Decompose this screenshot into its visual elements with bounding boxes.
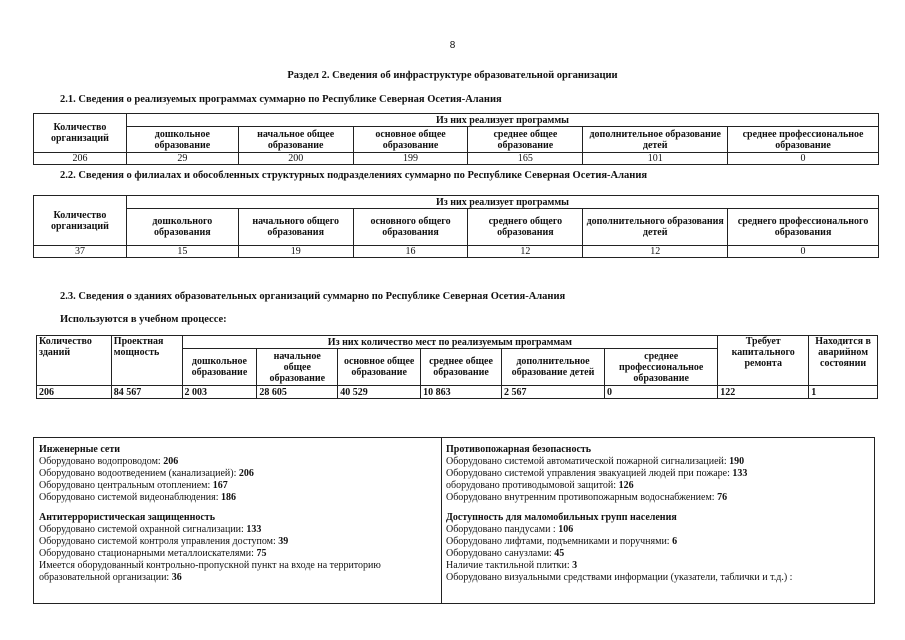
info-line: Оборудовано внутренним противопожарным водоснабжением: 76 bbox=[446, 492, 728, 503]
s23-header-capacity: Проектная мощность bbox=[111, 336, 182, 386]
s23-subtitle: Используются в учебном процессе: bbox=[60, 314, 227, 325]
s23-header-emergency: Находится в аварийном состоянии bbox=[809, 336, 878, 386]
s23-value: 0 bbox=[605, 386, 718, 399]
s23-value: 206 bbox=[37, 386, 112, 399]
s23-col-2: основное общее образование bbox=[338, 349, 421, 386]
s21-col-5: среднее профессиональное образование bbox=[728, 127, 879, 153]
s22-value: 12 bbox=[583, 246, 728, 258]
info-line: Оборудовано визуальными средствами информации (указатели, таблички и т.д.) : bbox=[446, 572, 793, 583]
s21-header-group: Из них реализует программы bbox=[126, 114, 878, 127]
s21-value: 165 bbox=[468, 153, 583, 165]
info-line: Оборудовано системой охранной сигнализации: 133 bbox=[39, 524, 262, 535]
s21-col-1: начальное общее образование bbox=[238, 127, 353, 153]
s22-col-2: основного общего образования bbox=[353, 209, 468, 246]
s23-col-4: дополнительное образование детей bbox=[501, 349, 604, 386]
s21-header-count: Количество организаций bbox=[34, 114, 127, 153]
info-line: Оборудовано водоотведением (канализацией): 206 bbox=[39, 468, 254, 479]
s22-header-group: Из них реализует программы bbox=[126, 196, 878, 209]
s22-value: 12 bbox=[468, 246, 583, 258]
s23-col-3: среднее общее образование bbox=[421, 349, 502, 386]
block-title: Инженерные сети bbox=[39, 444, 121, 455]
s21-value: 200 bbox=[238, 153, 353, 165]
info-line: Оборудовано системой видеонаблюдения: 186 bbox=[39, 492, 237, 503]
s22-value: 37 bbox=[34, 246, 127, 258]
s21-value: 199 bbox=[353, 153, 468, 165]
info-line: Имеется оборудованный контрольно-пропускной пункт на входе на территорию образовательной организации: 36 bbox=[39, 560, 381, 583]
info-line: Наличие тактильной плитки: 3 bbox=[446, 560, 578, 571]
s22-col-1: начального общего образования bbox=[238, 209, 353, 246]
s22-value: 15 bbox=[126, 246, 238, 258]
info-line: Оборудовано центральным отоплением: 167 bbox=[39, 480, 228, 491]
antiterror-block bbox=[39, 512, 439, 584]
info-line: Оборудовано водопроводом: 206 bbox=[39, 456, 179, 467]
info-line: Оборудовано стационарными металлоискателями: 75 bbox=[39, 548, 267, 559]
info-line: оборудовано противодымовой защитой: 126 bbox=[446, 480, 634, 491]
s23-col-5: среднее профессиональное образование bbox=[605, 349, 718, 386]
info-line: Оборудовано системой автоматической пожарной сигнализацией: 190 bbox=[446, 456, 745, 467]
info-line: Оборудовано лифтами, подъемниками и поручнями: 6 bbox=[446, 536, 678, 547]
s22-value: 19 bbox=[238, 246, 353, 258]
s23-header-repair: Требует капитального ремонта bbox=[718, 336, 809, 386]
info-left-column bbox=[39, 444, 439, 592]
s23-title: 2.3. Сведения о зданиях образовательных организаций суммарно по Республике Северная Осетия-Алания bbox=[60, 291, 566, 302]
accessibility-block bbox=[446, 512, 871, 584]
s23-header-group: Из них количество мест по реализуемым программам bbox=[182, 336, 718, 349]
s22-title: 2.2. Сведения о филиалах и обособленных структурных подразделениях суммарно по Республике Северная Осетия-Алания bbox=[60, 170, 648, 181]
s21-col-3: среднее общее образование bbox=[468, 127, 583, 153]
s23-value: 10 863 bbox=[421, 386, 502, 399]
s23-value: 28 605 bbox=[257, 386, 338, 399]
s23-header-buildings: Количество зданий bbox=[37, 336, 112, 386]
s23-value: 84 567 bbox=[111, 386, 182, 399]
s22-col-4: дополнительного образования детей bbox=[583, 209, 728, 246]
block-title: Антитеррористическая защищенность bbox=[39, 512, 215, 523]
s23-value: 122 bbox=[718, 386, 809, 399]
s22-col-5: среднего профессионального образования bbox=[728, 209, 879, 246]
info-line: Оборудовано санузлами: 45 bbox=[446, 548, 565, 559]
s21-col-4: дополнительное образование детей bbox=[583, 127, 728, 153]
s21-col-2: основное общее образование bbox=[353, 127, 468, 153]
section-title: Раздел 2. Сведения об инфраструктуре образовательной организации bbox=[287, 70, 618, 81]
info-line: Оборудовано системой управления эвакуацией людей при пожаре: 133 bbox=[446, 468, 748, 479]
info-divider bbox=[441, 438, 442, 603]
s23-table bbox=[36, 335, 878, 399]
info-right-column bbox=[446, 444, 871, 592]
engineering-networks-block bbox=[39, 444, 439, 504]
infrastructure-info-box bbox=[33, 437, 875, 604]
info-line: Оборудовано системой контроля управления доступом: 39 bbox=[39, 536, 289, 547]
s21-value: 29 bbox=[126, 153, 238, 165]
s21-value: 206 bbox=[34, 153, 127, 165]
info-line: Оборудовано пандусами : 106 bbox=[446, 524, 574, 535]
block-title: Доступность для маломобильных групп населения bbox=[446, 512, 677, 523]
s21-table bbox=[33, 113, 879, 165]
s23-col-0: дошкольное образование bbox=[182, 349, 257, 386]
s21-title: 2.1. Сведения о реализуемых программах суммарно по Республике Северная Осетия-Алания bbox=[60, 94, 502, 105]
s22-header-count: Количество организаций bbox=[34, 196, 127, 246]
s22-value: 16 bbox=[353, 246, 468, 258]
s22-value: 0 bbox=[728, 246, 879, 258]
fire-safety-block bbox=[446, 444, 871, 504]
page-number: 8 bbox=[449, 40, 456, 51]
s22-table bbox=[33, 195, 879, 258]
s23-value: 40 529 bbox=[338, 386, 421, 399]
s21-value: 101 bbox=[583, 153, 728, 165]
s23-value: 2 003 bbox=[182, 386, 257, 399]
s21-value: 0 bbox=[728, 153, 879, 165]
s23-value: 2 567 bbox=[501, 386, 604, 399]
s23-value: 1 bbox=[809, 386, 878, 399]
s21-col-0: дошкольное образование bbox=[126, 127, 238, 153]
s22-col-3: среднего общего образования bbox=[468, 209, 583, 246]
s22-col-0: дошкольного образования bbox=[126, 209, 238, 246]
s23-col-1: начальное общее образование bbox=[257, 349, 338, 386]
block-title: Противопожарная безопасность bbox=[446, 444, 592, 455]
